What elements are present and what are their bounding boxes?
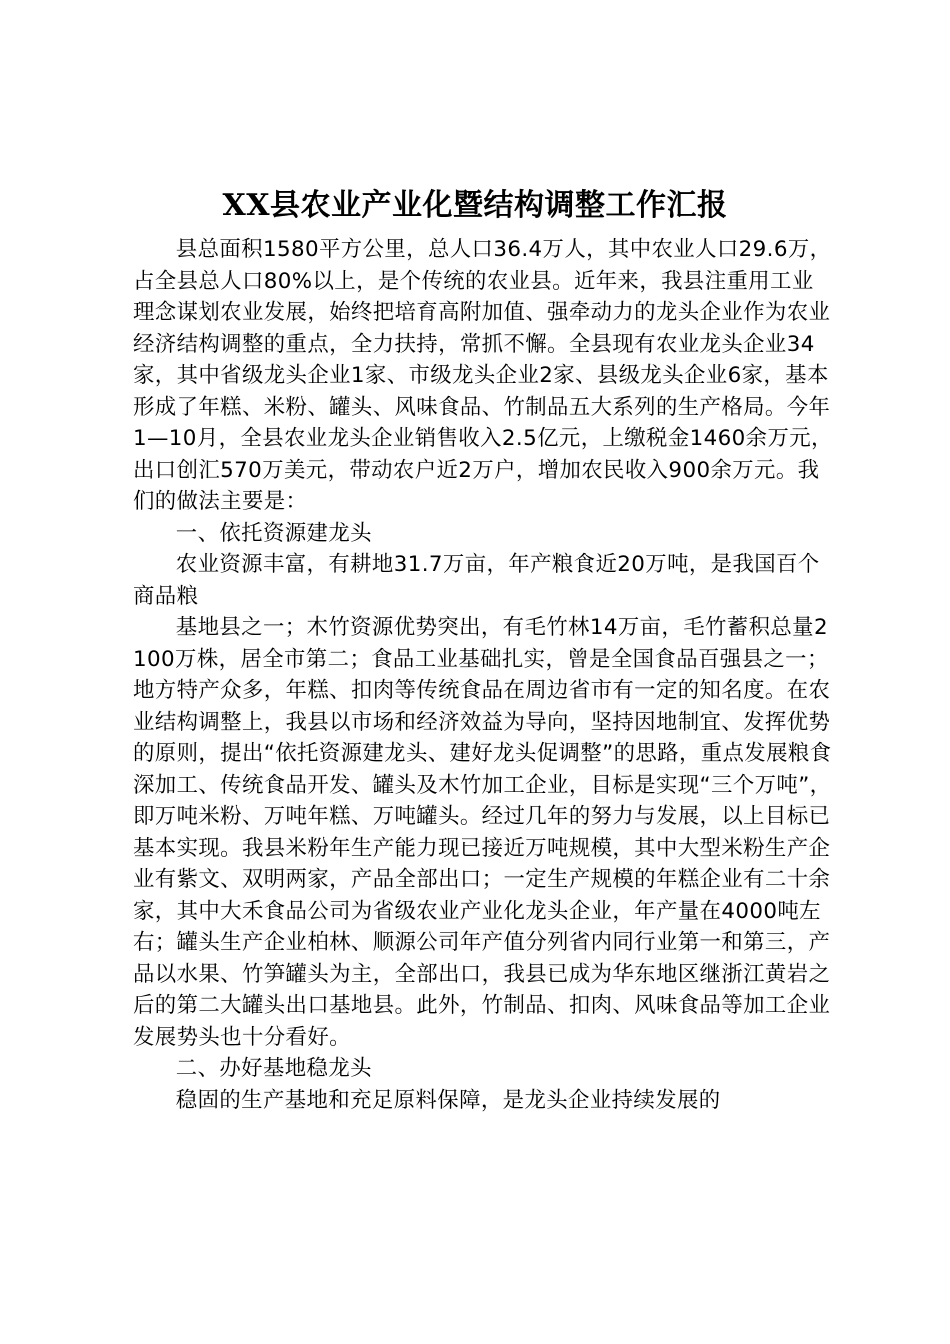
section-1-paragraph-2: 基地县之一；木竹资源优势突出，有毛竹林14万亩，毛竹蓄积总量2100万株，居全市第二；食品工业基础扎实，曾是全国食品百强县之一；地方特产众多，年糕、扣肉等传统食品在周边省市有一定的知名度。在农业结构调整上，我县以市场和经济效益为导向，坚持因地制宜、发挥优势的原则，提出“依托资源建龙头、建好龙头促调整”的思路，重点发展粮食深加工、传统食品开发、罐头及木竹加工企业，目标是实现“三个万吨”，即万吨米粉、万吨年糕、万吨罐头。经过几年的努力与发展，以上目标已基本实现。我县米粉年生产能力现已接近万吨规模，其中大型米粉生产企业有紫文、双明两家，产品全部出口；一定生产规模的年糕企业有二十余家，其中大禾食品公司为省级农业产业化龙头企业，年产量在4000吨左右；罐头生产企业柏林、顺源公司年产值分列省内同行业第一和第三，产品以水果、竹笋罐头为主，全部出口，我县已成为华东地区继浙江黄岩之后的第二大罐头出口基地县。此外，竹制品、扣肉、风味食品等加工企业发展势头也十分看好。	[133, 615, 832, 1050]
document-title: XX县农业产业化暨结构调整工作汇报	[222, 188, 728, 223]
intro-paragraph: 县总面积1580平方公里，总人口36.4万人，其中农业人口29.6万，占全县总人口80%以上，是个传统的农业县。近年来，我县注重用工业理念谋划农业发展，始终把培育高附加值、强牵动力的龙头企业作为农业经济结构调整的重点，全力扶持，常抓不懈。全县现有农业龙头企业34家，其中省级龙头企业1家、市级龙头企业2家、县级龙头企业6家，基本形成了年糕、米粉、罐头、风味食品、竹制品五大系列的生产格局。今年1—10月，全县农业龙头企业销售收入2.5亿元，上缴税金1460余万元，出口创汇570万美元，带动农户近2万户，增加农民收入900余万元。我们的做法主要是：	[133, 237, 833, 514]
section-heading-2: 二、办好基地稳龙头	[175, 1056, 372, 1081]
section-1-paragraph-1: 农业资源丰富，有耕地31.7万亩，年产粮食近20万吨，是我国百个商品粮	[133, 552, 820, 609]
document-body	[133, 234, 833, 1116]
section-2-paragraph-1: 稳固的生产基地和充足原料保障，是龙头企业持续发展的	[175, 1087, 721, 1113]
section-heading-1: 一、依托资源建龙头	[175, 520, 372, 546]
